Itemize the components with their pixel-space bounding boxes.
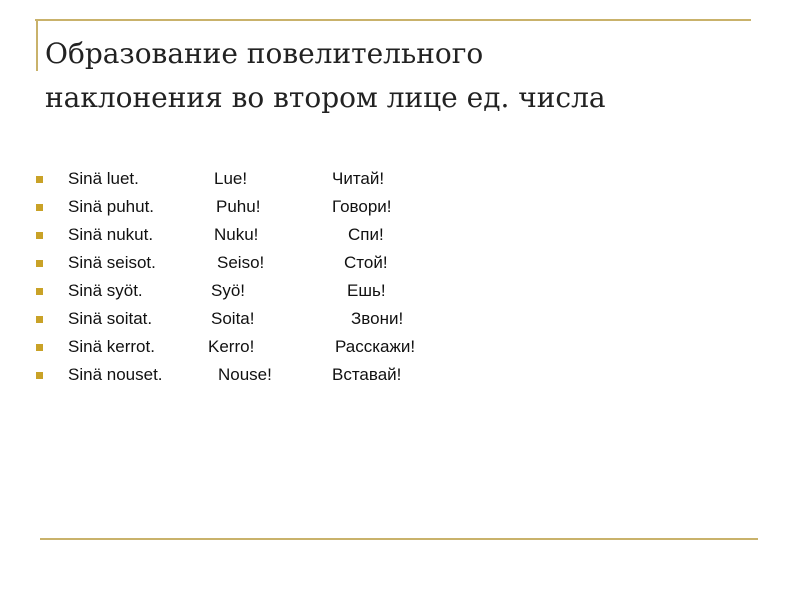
imperative: Nouse! — [218, 365, 272, 384]
square-bullet-icon — [36, 316, 43, 323]
square-bullet-icon — [36, 288, 43, 295]
square-bullet-icon — [36, 204, 43, 211]
translation: Спи! — [348, 225, 384, 244]
square-bullet-icon — [36, 232, 43, 239]
statement: Sinä nouset. — [68, 365, 163, 384]
statement: Sinä nukut. — [68, 225, 154, 244]
statement: Sinä seisot. — [68, 253, 156, 272]
translation: Звони! — [351, 309, 404, 328]
title-line-1: Образование повелительного — [45, 37, 484, 70]
left-divider — [36, 19, 38, 71]
translation: Расскажи! — [335, 337, 416, 356]
statement: Sinä kerrot. — [68, 337, 155, 356]
title-line-2: наклонения во втором лице ед. числа — [45, 81, 606, 114]
translation: Стой! — [344, 253, 388, 272]
imperative: Soita! — [211, 309, 255, 328]
imperative: Nuku! — [214, 225, 259, 244]
imperative: Seiso! — [217, 253, 265, 272]
square-bullet-icon — [36, 176, 43, 183]
statement: Sinä syöt. — [68, 281, 143, 300]
bottom-divider — [40, 538, 758, 540]
statement: Sinä luet. — [68, 169, 139, 188]
imperative: Puhu! — [216, 197, 261, 216]
imperative: Kerro! — [208, 337, 255, 356]
square-bullet-icon — [36, 260, 43, 267]
top-divider — [35, 19, 751, 21]
translation: Читай! — [332, 169, 385, 188]
translation: Вставай! — [332, 365, 402, 384]
translation: Ешь! — [347, 281, 386, 300]
square-bullet-icon — [36, 344, 43, 351]
statement: Sinä puhut. — [68, 197, 155, 216]
slide-title — [45, 32, 745, 120]
square-bullet-icon — [36, 372, 43, 379]
translation: Говори! — [332, 197, 392, 216]
imperative: Lue! — [214, 169, 248, 188]
imperative: Syö! — [211, 281, 246, 300]
statement: Sinä soitat. — [68, 309, 153, 328]
